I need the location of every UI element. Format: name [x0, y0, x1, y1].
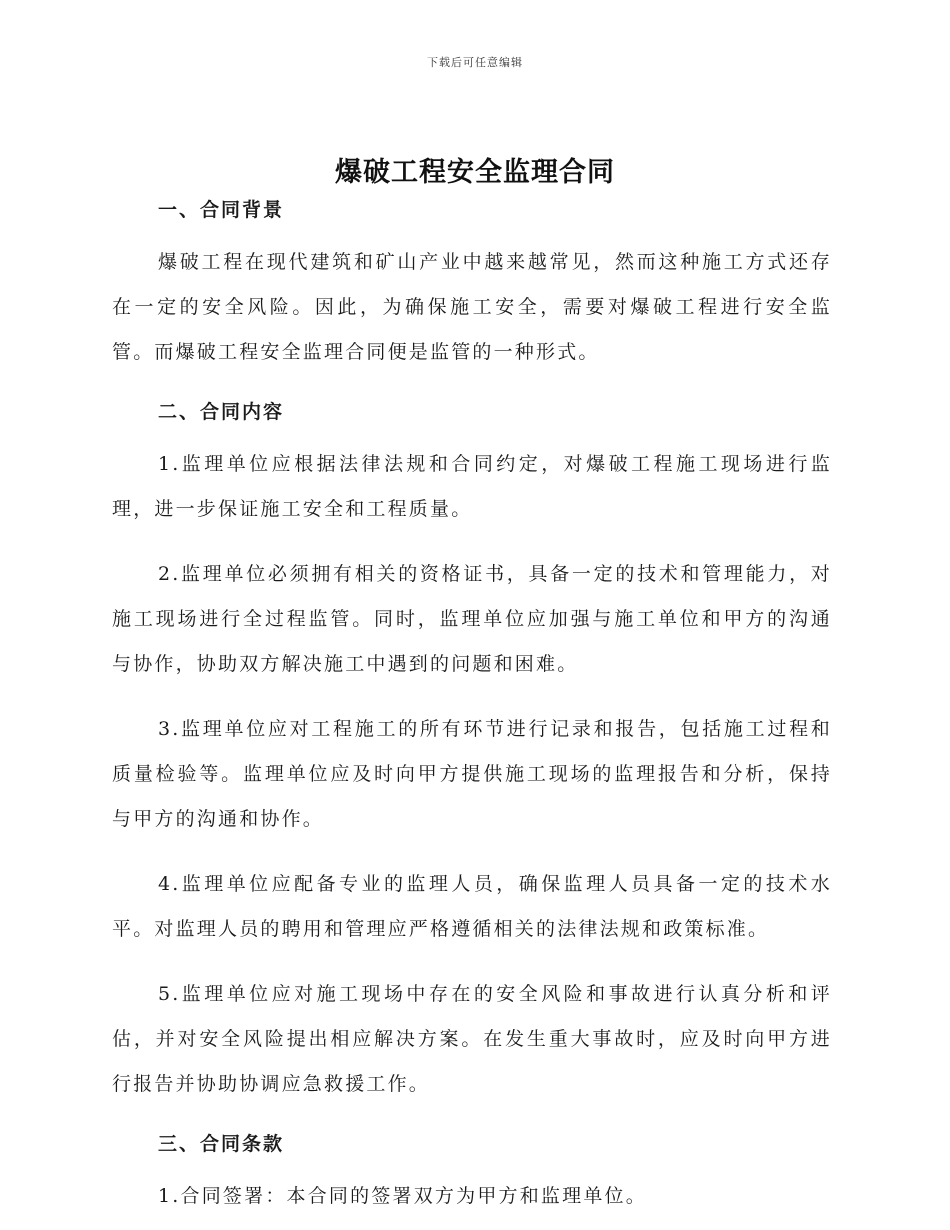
- document-body: [112, 192, 832, 1219]
- section-heading-terms: 三、合同条款: [158, 1133, 285, 1155]
- terms-clause-1: 1.合同签署：本合同的签署双方为甲方和监理单位。: [158, 1185, 647, 1207]
- background-paragraph: 爆破工程在现代建筑和矿山产业中越来越常见，然而这种施工方式还存在一定的安全风险。因此，为确保施工安全，需要对爆破工程进行安全监管。而爆破工程安全监理合同便是监管的一种形式。: [112, 251, 832, 363]
- content-clause-5: 5.监理单位应对施工现场中存在的安全风险和事故进行认真分析和评估，并对安全风险提出相应解决方案。在发生重大事故时，应及时向甲方进行报告并协助协调应急救援工作。: [112, 983, 832, 1095]
- content-clause-4: 4.监理单位应配备专业的监理人员，确保监理人员具备一定的技术水平。对监理人员的聘用和管理应严格遵循相关的法律法规和政策标准。: [112, 873, 832, 940]
- section-heading-background: 一、合同背景: [158, 199, 285, 221]
- document-title: 爆破工程安全监理合同: [335, 157, 615, 188]
- content-clause-1: 1.监理单位应根据法律法规和合同约定，对爆破工程施工现场进行监理，进一步保证施工安全和工程质量。: [112, 453, 832, 520]
- page-header: 下载后可任意编辑: [427, 56, 523, 69]
- content-clause-2: 2.监理单位必须拥有相关的资格证书，具备一定的技术和管理能力，对施工现场进行全过程监管。同时，监理单位应加强与施工单位和甲方的沟通与协作，协助双方解决施工中遇到的问题和困难。: [112, 563, 832, 675]
- section-heading-content: 二、合同内容: [158, 401, 285, 423]
- content-clause-3: 3.监理单位应对工程施工的所有环节进行记录和报告，包括施工过程和质量检验等。监理单位应及时向甲方提供施工现场的监理报告和分析，保持与甲方的沟通和协作。: [112, 718, 832, 830]
